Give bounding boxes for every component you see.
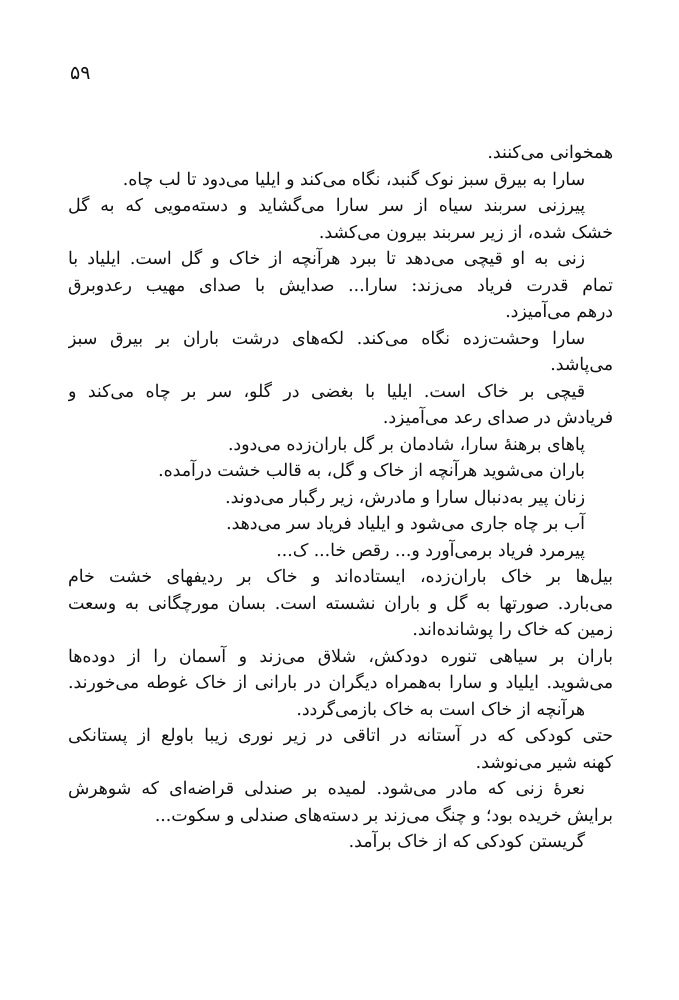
text-line: سارا وحشت‌زده نگاه می‌کند. لکه‌های درشت باران بر بیرق سبز <box>68 328 585 349</box>
text-line: فریادش در صدای رعد می‌آمیزد. <box>382 408 613 428</box>
text-line: باران می‌شوید هرآنچه از خاک و گل، به قالب خشت درآمده. <box>158 461 585 481</box>
text-line: همخوانی می‌کنند. <box>487 143 613 163</box>
text-line: گریستن کودکی که از خاک برآمد. <box>348 832 585 852</box>
text-line: زمین که خاک را پوشانده‌اند. <box>412 620 613 640</box>
text-line: پاهای برهنهٔ سارا، شادمان بر گل باران‌زده می‌دود. <box>227 434 585 455</box>
text-line: تمام قدرت فریاد می‌زند: سارا... صدایش با صدای مهیب رعدوبرق <box>68 275 613 296</box>
page-number: ۵۹ <box>70 62 91 84</box>
text-line: آب بر چاه جاری می‌شود و ایلیاد فریاد سر می‌دهد. <box>226 514 585 534</box>
text-line: هرآنچه از خاک است به خاک بازمی‌گردد. <box>296 699 585 720</box>
text-line: حتی کودکی که در آستانه در اتاقی در زیر نوری زیبا باولع از پستانکی <box>68 726 613 746</box>
text-line: پیرزنی سربند سیاه از سر سارا می‌گشاید و دسته‌مویی که به گل <box>68 196 585 216</box>
text-line: زنی به او قیچی می‌دهد تا ببرد هرآنچه از خاک و گل است. ایلیاد با <box>68 249 585 269</box>
text-line: زنان پیر به‌دنبال سارا و مادرش، زیر رگبار می‌دوند. <box>225 487 585 508</box>
text-line: سارا به بیرق سبز نوک گنبد، نگاه می‌کند و ایلیا می‌دود تا لب چاه. <box>122 169 585 190</box>
text-line: می‌پاشد. <box>550 355 613 375</box>
text-line: می‌بارد. صورتها به گل و باران نشسته است. بسان مورچگانی به وسعت <box>68 593 613 614</box>
text-line: پیرمرد فریاد برمی‌آورد و... رقص خا... ک... <box>276 540 585 561</box>
text-line: خشک شده، از زیر سربند بیرون می‌کشد. <box>318 222 613 243</box>
text-line: نعرهٔ زنی که مادر می‌شود. لمیده بر صندلی قراضه‌ای که شوهرش <box>68 779 585 799</box>
text-line: باران بر سیاهی تنوره دودکش، شلاق می‌زند و آسمان را از دوده‌ها <box>68 646 613 667</box>
text-line: می‌شوید. ایلیاد و سارا به‌همراه دیگران در بارانی از خاک غوطه می‌خورند. <box>68 673 613 693</box>
text-line: برایش خریده بود؛ و چنگ می‌زند بر دسته‌های صندلی و سکوت... <box>154 805 613 826</box>
text-line: کهنه شیر می‌نوشد. <box>475 752 613 773</box>
body-text <box>68 140 613 856</box>
text-line: درهم می‌آمیزد. <box>505 302 613 322</box>
text-line: قیچی بر خاک است. ایلیا با بغضی در گلو، سر بر چاه می‌کند و <box>68 381 585 402</box>
text-line: بیل‌ها بر خاک باران‌زده، ایستاده‌اند و خاک بر ردیفهای خشت خام <box>68 567 613 587</box>
